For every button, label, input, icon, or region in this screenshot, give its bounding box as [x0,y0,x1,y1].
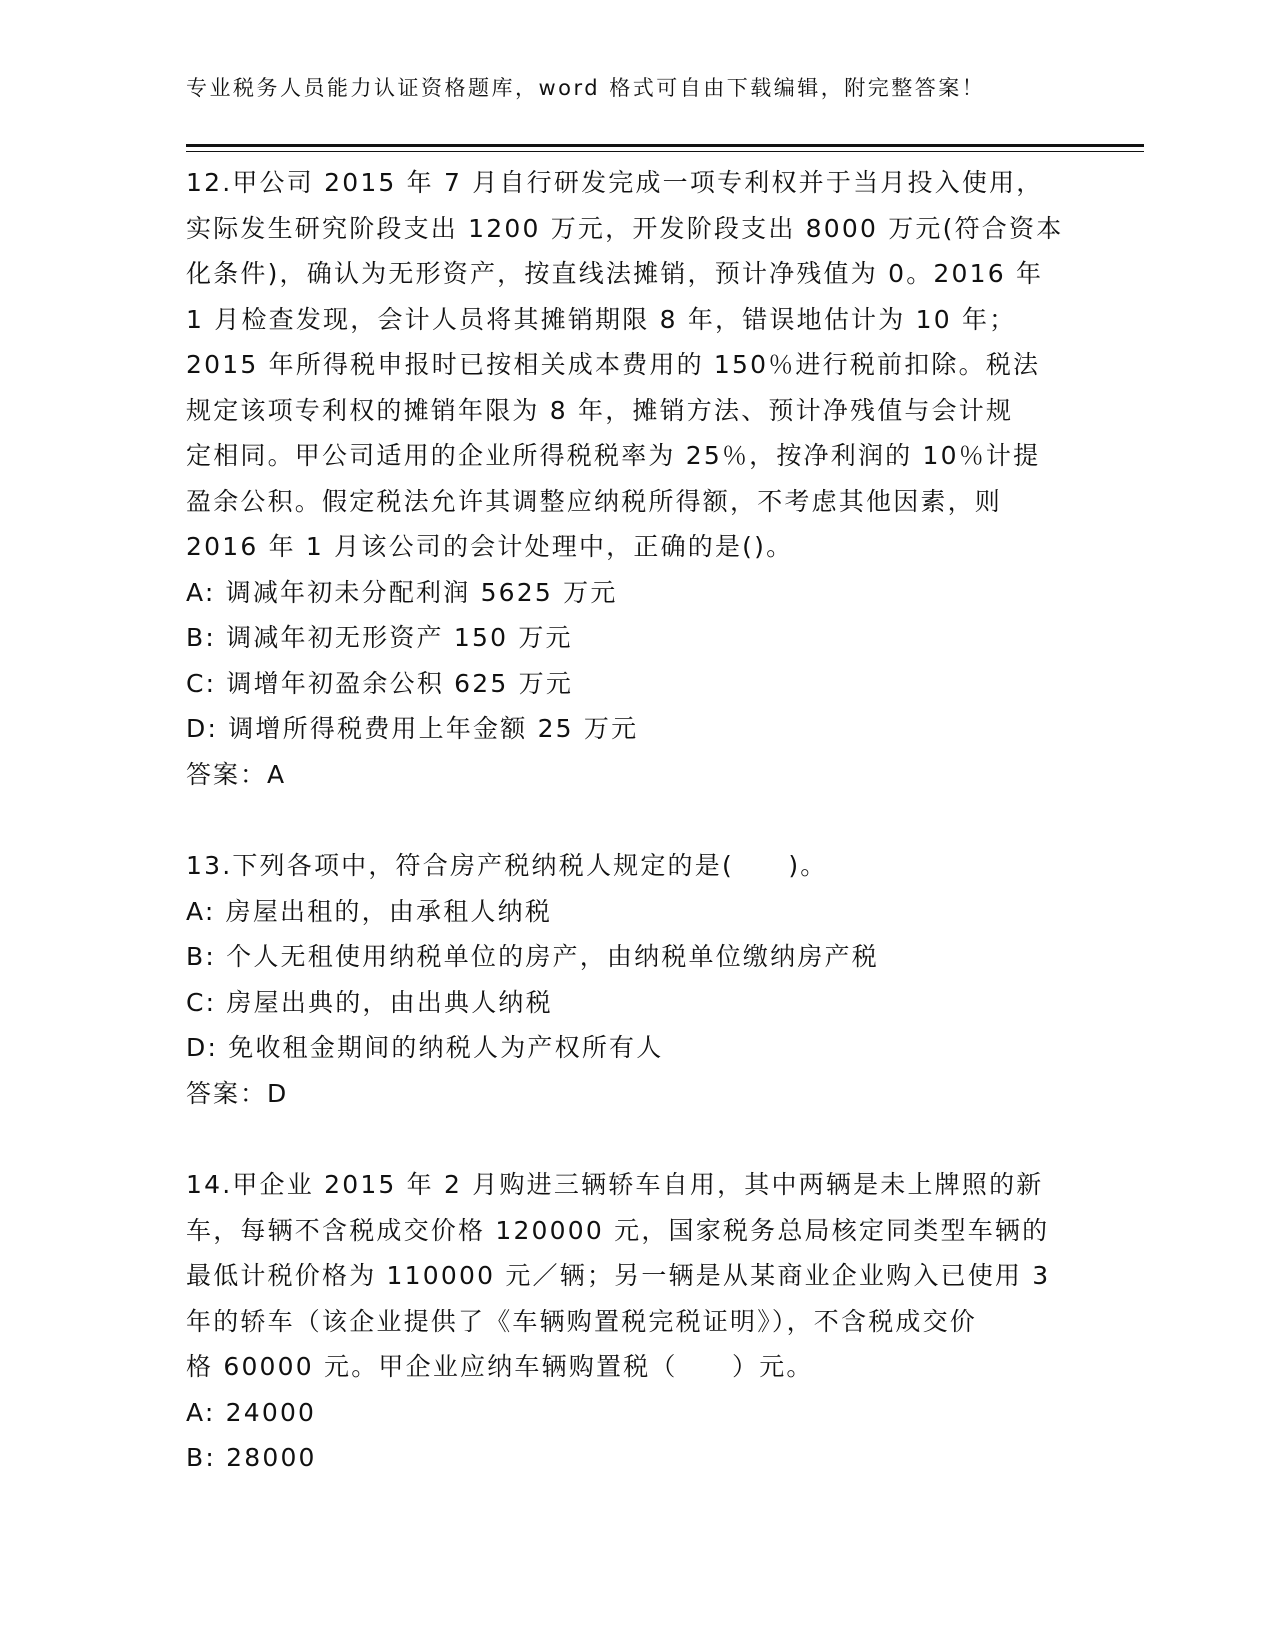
option-b: B: 个人无租使用纳税单位的房产，由纳税单位缴纳房产税 [186,942,879,971]
question-spacer [186,797,1086,843]
option-c: C: 房屋出典的，由出典人纳税 [186,987,553,1017]
option-c: C: 调增年初盈余公积 625 万元 [186,668,574,698]
option-b: B: 调减年初无形资产 150 万元 [186,623,573,652]
option-a: A: 房屋出租的，由承租人纳税 [186,896,553,926]
question-13 [186,843,1086,1116]
page-header: 专业税务人员能力认证资格题库，word 格式可自由下载编辑，附完整答案！ [186,76,986,100]
option-a: A: 调减年初未分配利润 5625 万元 [186,577,618,607]
option-b: B: 28000 [186,1443,317,1472]
question-14 [186,1162,1086,1481]
option-d: D: 调增所得税费用上年金额 25 万元 [186,714,639,743]
question-spacer [186,1116,1086,1162]
header-rule-thick [186,144,1144,147]
question-list [186,160,1086,1481]
answer-line: 答案：D [186,1078,289,1108]
option-a: A: 24000 [186,1397,317,1427]
option-d: D: 免收租金期间的纳税人为产权所有人 [186,1033,664,1062]
header-rule-thin [186,151,1144,152]
question-12 [186,160,1086,797]
question-stem: 14.甲企业 2015 年 2 月购进三辆轿车自用，其中两辆是未上牌照的新 车，每辆不含税成交价格 120000 元，国家税务总局核定同类型车辆的 最低计税价格为 110000 元／辆；另一辆是从某商业企业购入已使用 3 年的轿车（该企业提供了《车辆购置税完税证明》），不含税成交价 格 60000 元。甲企业应纳车辆购置税（ ）元。 [186,1170,1051,1381]
question-stem: 12.甲公司 2015 年 7 月自行研发完成一项专利权并于当月投入使用， 实际发生研究阶段支出 1200 万元，开发阶段支出 8000 万元(符合资本 化条件)，确认为无形资产，按直线法摊销，预计净残值为 0。2016 年 1 月检查发现，会计人员将其摊销期限 8 年，错误地估计为 10 年； 2015 年所得税申报时已按相关成本费用的 150％进行税前扣除。税法 规定该项专利权的摊销年限为 8 年，摊销方法、预计净残值与会计规 定相同。甲公司适用的企业所得税税率为 25％，按净利润的 10％计提 盈余公积。假定税法允许其调整应纳税所得额，不考虑其他因素，则 2016 年 1 月该公司的会计处理中，正确的是()。 [186,168,1064,561]
answer-line: 答案：A [186,759,287,789]
question-stem: 13.下列各项中，符合房产税纳税人规定的是( )。 [186,851,828,880]
